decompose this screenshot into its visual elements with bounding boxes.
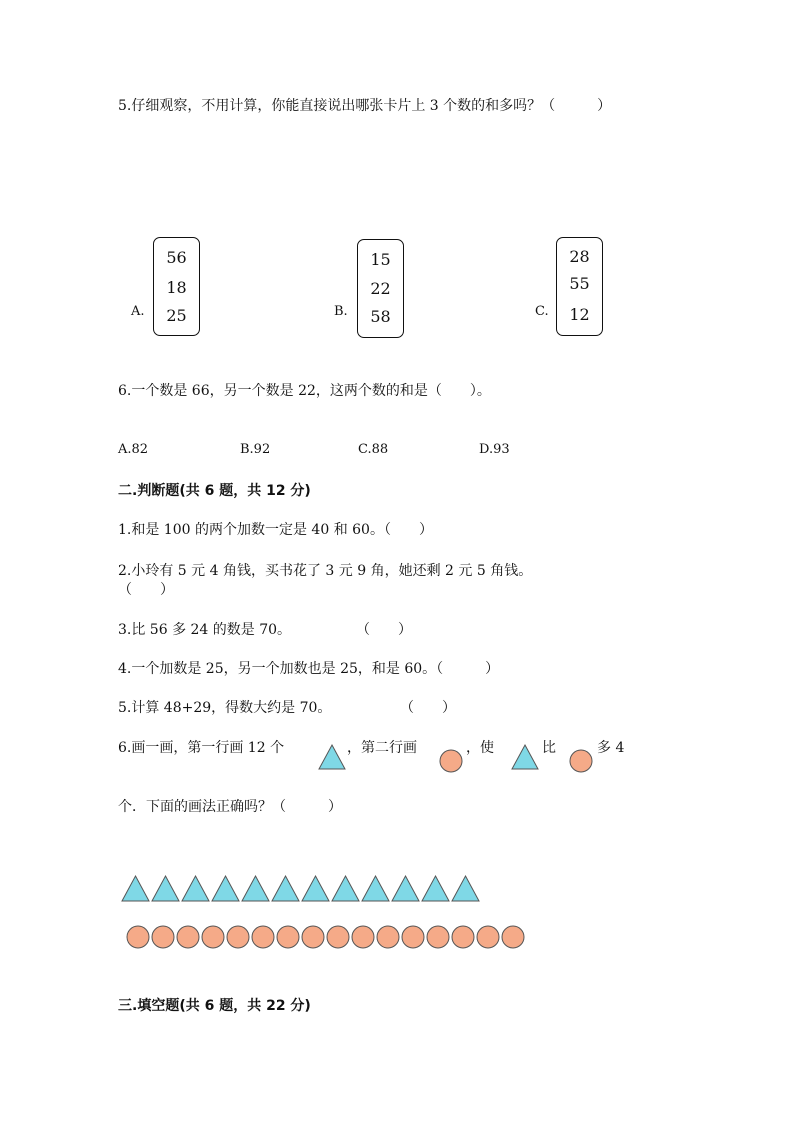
figure-circle <box>502 926 524 948</box>
figure-triangle <box>272 876 299 901</box>
card-a-number-1: 56 <box>166 248 187 267</box>
figure-triangle <box>122 876 149 901</box>
card-b-box <box>357 239 404 338</box>
figure-triangle <box>362 876 389 901</box>
figure-triangle <box>182 876 209 901</box>
figure-circle <box>452 926 474 948</box>
card-a-number-3: 25 <box>166 306 187 325</box>
figure-circle <box>377 926 399 948</box>
card-c-number-2: 55 <box>569 274 590 293</box>
judge-item-2: 2.小玲有 5 元 4 角钱，买书花了 3 元 9 角，她还剩 2 元 5 角钱。 <box>118 563 533 579</box>
triangle-icon <box>317 743 347 771</box>
figure-triangle <box>152 876 179 901</box>
q6-option-d: D.93 <box>479 442 510 457</box>
q6-option-c: C.88 <box>358 442 389 457</box>
judge-item-6-part5: 多 4 <box>597 740 625 756</box>
card-a-label: A. <box>131 304 145 319</box>
figure-circle <box>127 926 149 948</box>
figure-circle <box>277 926 299 948</box>
judge-item-4: 4.一个加数是 25，另一个加数也是 25，和是 60。（ ） <box>118 661 500 677</box>
figure-circle <box>152 926 174 948</box>
figure-circle <box>327 926 349 948</box>
figure-circle <box>352 926 374 948</box>
figure-triangle <box>422 876 449 901</box>
figure-triangle <box>452 876 479 901</box>
circle-icon <box>568 748 594 774</box>
figure-circle <box>402 926 424 948</box>
card-c-number-1: 28 <box>569 247 590 266</box>
card-a-number-2: 18 <box>166 278 187 297</box>
card-c-label: C. <box>535 304 549 319</box>
figure-circle <box>302 926 324 948</box>
q6-option-a: A.82 <box>118 442 149 457</box>
circle-icon <box>438 748 464 774</box>
judge-item-2-bracket: （ ） <box>118 582 174 598</box>
figure-circle <box>202 926 224 948</box>
figure-triangle <box>302 876 329 901</box>
judge-item-3: 3.比 56 多 24 的数是 70。 <box>118 622 292 638</box>
card-b-number-1: 15 <box>370 250 391 269</box>
card-c-number-3: 12 <box>569 305 590 324</box>
judge-item-6-part4: 比 <box>542 740 556 756</box>
figure-circle <box>427 926 449 948</box>
card-b-number-2: 22 <box>370 279 391 298</box>
figure-triangle <box>242 876 269 901</box>
figure-circle <box>477 926 499 948</box>
shape-figure <box>120 874 540 964</box>
section-3-title: 三.填空题(共 6 题，共 22 分) <box>118 998 311 1014</box>
figure-circle <box>227 926 249 948</box>
card-b-number-3: 58 <box>370 307 391 326</box>
question-6-text: 6.一个数是 66，另一个数是 22，这两个数的和是（ ）。 <box>118 383 491 399</box>
question-5-text: 5.仔细观察，不用计算，你能直接说出哪张卡片上 3 个数的和多吗？（ ） <box>118 98 612 114</box>
card-b-label: B. <box>334 304 348 319</box>
judge-item-6-part6: 个．下面的画法正确吗？（ ） <box>118 799 342 815</box>
figure-circle <box>177 926 199 948</box>
figure-triangle <box>392 876 419 901</box>
judge-item-5: 5.计算 48+29，得数大约是 70。 <box>118 700 332 716</box>
figure-triangle <box>332 876 359 901</box>
judge-item-5-bracket: （ ） <box>400 700 456 716</box>
judge-item-6-part3: ，使 <box>466 740 494 756</box>
judge-item-6-part2: ，第二行画 <box>347 740 417 756</box>
figure-triangle <box>212 876 239 901</box>
judge-item-6-part1: 6.画一画，第一行画 12 个 <box>118 740 285 756</box>
card-a-box <box>153 237 200 336</box>
section-2-title: 二.判断题(共 6 题，共 12 分) <box>118 483 311 499</box>
figure-circle <box>252 926 274 948</box>
q6-option-b: B.92 <box>240 442 271 457</box>
card-c-box <box>556 237 603 336</box>
judge-item-1: 1.和是 100 的两个加数一定是 40 和 60。（ ） <box>118 522 433 538</box>
judge-item-3-bracket: （ ） <box>356 622 412 638</box>
triangle-icon <box>510 743 540 771</box>
